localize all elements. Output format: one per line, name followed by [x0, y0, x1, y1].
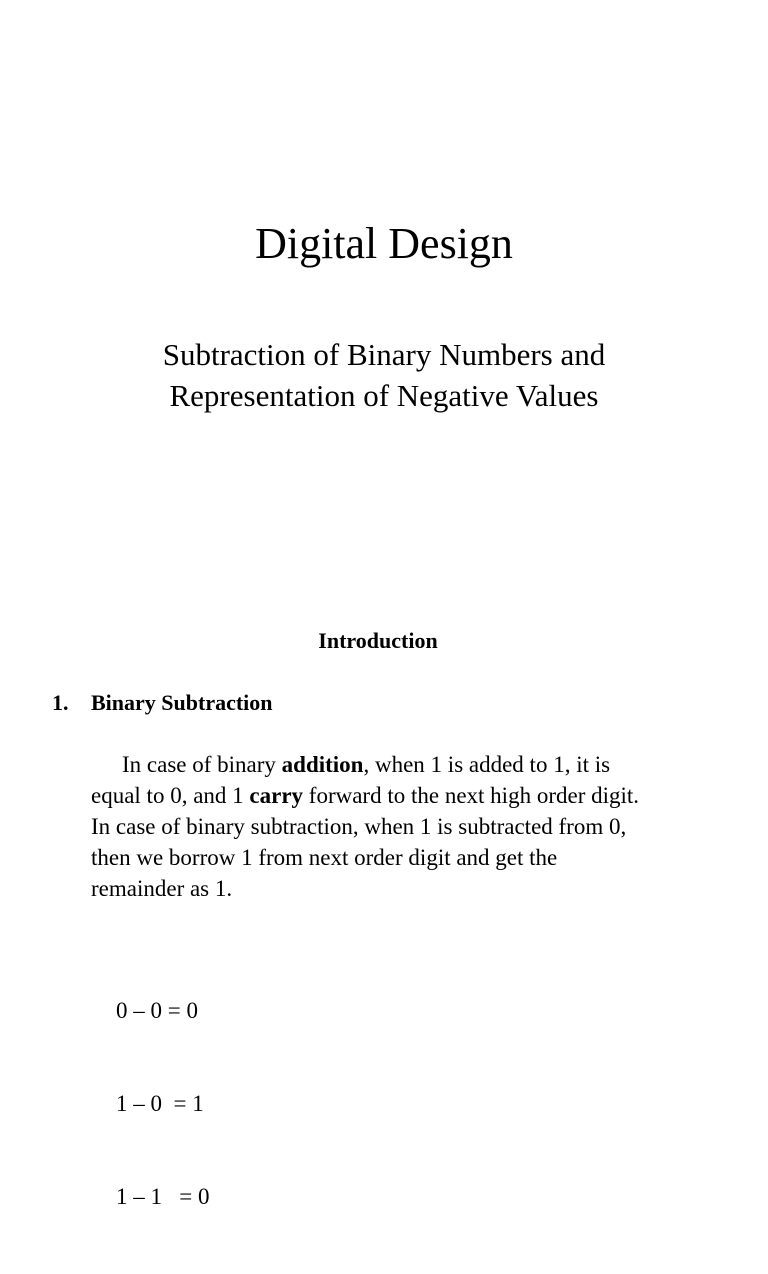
- body-paragraph: [91, 749, 639, 904]
- document-title: Digital Design: [255, 219, 513, 268]
- subtitle-line-2: Representation of Negative Values: [169, 378, 599, 413]
- emphasis-carry: carry: [249, 783, 304, 808]
- section-number: 1.: [52, 690, 69, 715]
- paragraph-text: forward to the next high order digit.: [303, 783, 640, 808]
- section-heading: [52, 689, 273, 717]
- paragraph-line-1: [91, 749, 639, 780]
- paragraph-text: equal to 0, and 1: [91, 783, 250, 808]
- paragraph-line-3: In case of binary subtraction, when 1 is subtracted from 0,: [91, 814, 627, 839]
- document-subtitle: [0, 334, 768, 416]
- paragraph-line-5: remainder as 1.: [91, 876, 233, 901]
- paragraph-line-4: then we borrow 1 from next order digit and get the: [91, 845, 558, 870]
- emphasis-addition: addition: [281, 752, 364, 777]
- equation-line: 0 – 0 = 0: [116, 998, 198, 1023]
- paragraph-text: In case of binary: [122, 752, 282, 777]
- equation-list: [116, 933, 209, 1274]
- paragraph-text: , when 1 is added to 1, it is: [363, 752, 611, 777]
- equation-line: 1 – 0 = 1: [116, 1091, 204, 1116]
- introduction-heading: Introduction: [318, 628, 438, 653]
- section-title: Binary Subtraction: [91, 690, 273, 715]
- paragraph-line-2: [91, 780, 639, 811]
- equation-line: 1 – 1 = 0: [116, 1184, 210, 1209]
- subtitle-line-1: Subtraction of Binary Numbers and: [162, 337, 606, 372]
